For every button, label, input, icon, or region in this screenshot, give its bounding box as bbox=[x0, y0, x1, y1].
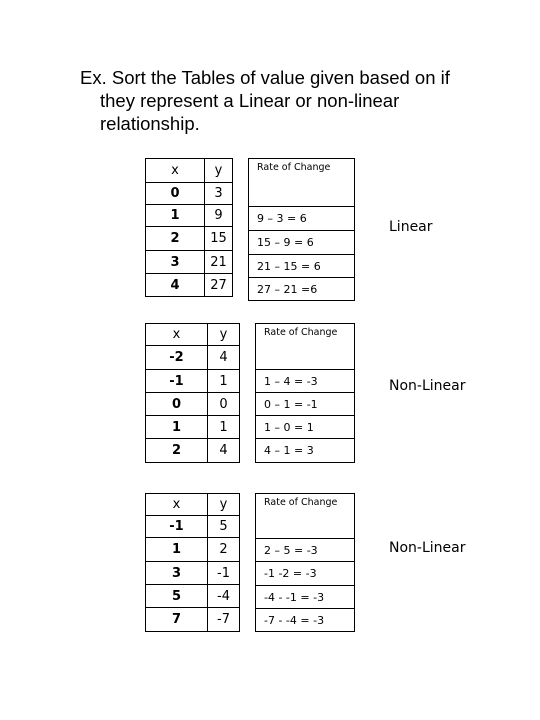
rate-cell: -4 - -1 = -3 bbox=[256, 586, 355, 609]
y-cell: 1 bbox=[208, 370, 240, 393]
rate-cell: 1 – 0 = 1 bbox=[256, 416, 355, 439]
instructions-heading bbox=[80, 66, 500, 135]
rate-cell: 9 – 3 = 6 bbox=[249, 207, 355, 231]
rate-cell: -7 - -4 = -3 bbox=[256, 609, 355, 632]
instructions-line-1: Ex. Sort the Tables of value given based on if bbox=[80, 67, 450, 88]
rate-cell: 0 – 1 = -1 bbox=[256, 393, 355, 416]
x-header: x bbox=[146, 494, 208, 516]
x-cell: -2 bbox=[146, 346, 208, 370]
x-cell: 5 bbox=[146, 585, 208, 608]
y-cell: 4 bbox=[208, 439, 240, 463]
instructions-line-2: they represent a Linear or non-linear bbox=[100, 90, 400, 111]
y-header: y bbox=[208, 324, 240, 346]
x-cell: 0 bbox=[146, 393, 208, 416]
rate-header: Rate of Change bbox=[256, 494, 355, 539]
y-cell: -1 bbox=[208, 562, 240, 585]
y-cell: 0 bbox=[208, 393, 240, 416]
y-header: y bbox=[205, 159, 233, 183]
y-cell: 4 bbox=[208, 346, 240, 370]
x-cell: 2 bbox=[146, 439, 208, 463]
x-header: x bbox=[146, 159, 205, 183]
xy-table-2 bbox=[145, 323, 240, 463]
rate-of-change-table-2 bbox=[255, 323, 355, 463]
x-header: x bbox=[146, 324, 208, 346]
rate-cell: 27 – 21 =6 bbox=[249, 278, 355, 301]
x-cell: 7 bbox=[146, 608, 208, 632]
rate-cell: 1 – 4 = -3 bbox=[256, 370, 355, 393]
y-header: y bbox=[208, 494, 240, 516]
classification-label-1: Linear bbox=[389, 219, 433, 235]
rate-cell: 4 – 1 = 3 bbox=[256, 439, 355, 463]
rate-header: Rate of Change bbox=[249, 159, 355, 207]
x-cell: 0 bbox=[146, 183, 205, 205]
rate-header: Rate of Change bbox=[256, 324, 355, 370]
y-cell: 15 bbox=[205, 227, 233, 251]
rate-cell: 21 – 15 = 6 bbox=[249, 255, 355, 278]
y-cell: 3 bbox=[205, 183, 233, 205]
xy-table-3 bbox=[145, 493, 240, 632]
x-cell: 2 bbox=[146, 227, 205, 251]
x-cell: 1 bbox=[146, 538, 208, 562]
x-cell: 1 bbox=[146, 416, 208, 439]
y-cell: -7 bbox=[208, 608, 240, 632]
y-cell: 5 bbox=[208, 516, 240, 538]
x-cell: -1 bbox=[146, 370, 208, 393]
y-cell: 27 bbox=[205, 274, 233, 297]
y-cell: 9 bbox=[205, 205, 233, 227]
instructions-line-3: relationship. bbox=[100, 113, 200, 134]
rate-cell: 2 – 5 = -3 bbox=[256, 539, 355, 562]
xy-table-1 bbox=[145, 158, 233, 297]
rate-of-change-table-1 bbox=[248, 158, 355, 301]
rate-of-change-table-3 bbox=[255, 493, 355, 632]
y-cell: 21 bbox=[205, 251, 233, 274]
x-cell: 1 bbox=[146, 205, 205, 227]
y-cell: 2 bbox=[208, 538, 240, 562]
classification-label-2: Non-Linear bbox=[389, 378, 466, 394]
rate-cell: -1 -2 = -3 bbox=[256, 562, 355, 586]
classification-label-3: Non-Linear bbox=[389, 540, 466, 556]
x-cell: 3 bbox=[146, 251, 205, 274]
x-cell: -1 bbox=[146, 516, 208, 538]
y-cell: 1 bbox=[208, 416, 240, 439]
rate-cell: 15 – 9 = 6 bbox=[249, 231, 355, 255]
x-cell: 4 bbox=[146, 274, 205, 297]
x-cell: 3 bbox=[146, 562, 208, 585]
y-cell: -4 bbox=[208, 585, 240, 608]
